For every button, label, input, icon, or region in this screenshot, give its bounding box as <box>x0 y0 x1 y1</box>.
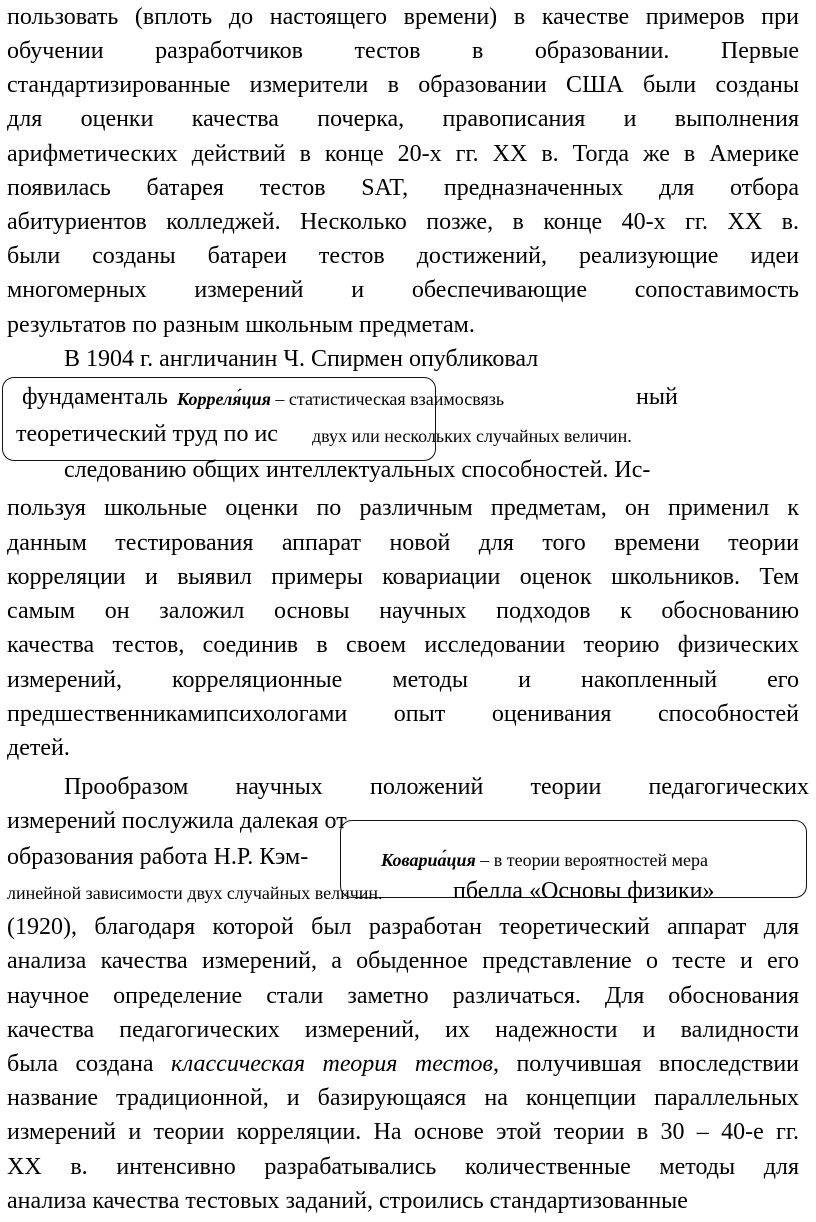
text-line: (1920), благодаря которой был разработан теоретический аппарат для <box>7 914 799 940</box>
callout-term: Ковариа́ция <box>381 850 476 870</box>
text-fragment: пбелла «Основы физики» <box>453 878 715 904</box>
text-line: корреляции и выявил примеры ковариации оценок школьников. Тем <box>7 564 799 590</box>
text-line: научное определение стали заметно различаться. Для обоснования <box>7 983 799 1009</box>
text-line: измерений и теории корреляции. На основе этой теории в 30 – 40-е гг. <box>7 1119 799 1145</box>
callout-definition <box>381 843 708 877</box>
callout-text: – в теории вероятностей мера <box>475 850 708 870</box>
text-line: XX в. интенсивно разрабатывались количественные методы для <box>7 1154 799 1180</box>
text-line: измерений, корреляционные методы и накопленный его <box>7 667 799 693</box>
text-line: качества тестов, соединив в своем исследовании теорию физических <box>7 632 799 658</box>
text-line: анализа качества измерений, а обыденное представление о тесте и его <box>7 948 799 974</box>
text-line: абитуриентов колледжей. Несколько позже, в конце 40-х гг. XX в. <box>7 209 799 235</box>
text-line <box>7 1047 799 1081</box>
callout-term: Корреля́ция <box>177 389 271 409</box>
text-line: качества педагогических измерений, их надежности и валидности <box>7 1017 799 1043</box>
text-line: анализа качества тестовых заданий, строились стандартизованные <box>7 1188 688 1214</box>
text-line: пользуя школьные оценки по различным предметам, он применил к <box>7 495 799 521</box>
text-line: пользовать (вплоть до настоящего времени) в качестве примеров при <box>7 4 799 30</box>
text-line: появилась батарея тестов SAT, предназначенных для отбора <box>7 175 799 201</box>
text-run: была создана <box>7 1051 172 1077</box>
callout-text: – статистическая взаимосвязь <box>270 389 505 409</box>
callout-text: линейной зависимости двух случайных величин. <box>7 883 383 903</box>
text-line: многомерных измерений и обеспечивающие сопоставимость <box>7 277 799 303</box>
text-line: обучении разработчиков тестов в образовании. Первые <box>7 38 799 64</box>
text-line: для оценки качества почерка, правописания и выполнения <box>7 106 799 132</box>
text-fragment: измерений послужила далекая от <box>7 808 347 834</box>
text-line: следованию общих интеллектуальных способностей. Ис- <box>64 457 651 483</box>
text-line: результатов по разным школьным предметам. <box>7 312 475 338</box>
text-line: данным тестирования аппарат новой для того времени теории <box>7 530 799 556</box>
text-line: стандартизированные измерители в образовании США были созданы <box>7 72 799 98</box>
text-fragment: фундаменталь <box>22 384 168 410</box>
italic-term: классическая теория тестов <box>171 1051 493 1077</box>
callout-definition <box>177 382 504 416</box>
text-fragment: ный <box>636 384 678 410</box>
text-line: детей. <box>7 735 70 761</box>
callout-text: двух или нескольких случайных величин. <box>312 426 632 446</box>
text-line: предшественникамипсихологами опыт оценивания способностей <box>7 701 799 727</box>
text-run: , получившая впоследствии <box>492 1051 799 1077</box>
text-fragment: теоретический труд по ис <box>16 421 278 447</box>
text-line: были созданы батареи тестов достижений, реализующие идеи <box>7 243 799 269</box>
text-line: Прообразом научных положений теории педагогических <box>64 774 809 800</box>
text-line: название традиционной, и базирующаяся на концепции параллельных <box>7 1085 799 1111</box>
text-line: самым он заложил основы научных подходов к обоснованию <box>7 598 799 624</box>
text-line: арифметических действий в конце 20-х гг. XX в. Тогда же в Америке <box>7 141 799 167</box>
text-line: В 1904 г. англичанин Ч. Спирмен опубликовал <box>64 346 539 372</box>
text-fragment: образования работа Н.Р. Кэм- <box>7 844 309 870</box>
